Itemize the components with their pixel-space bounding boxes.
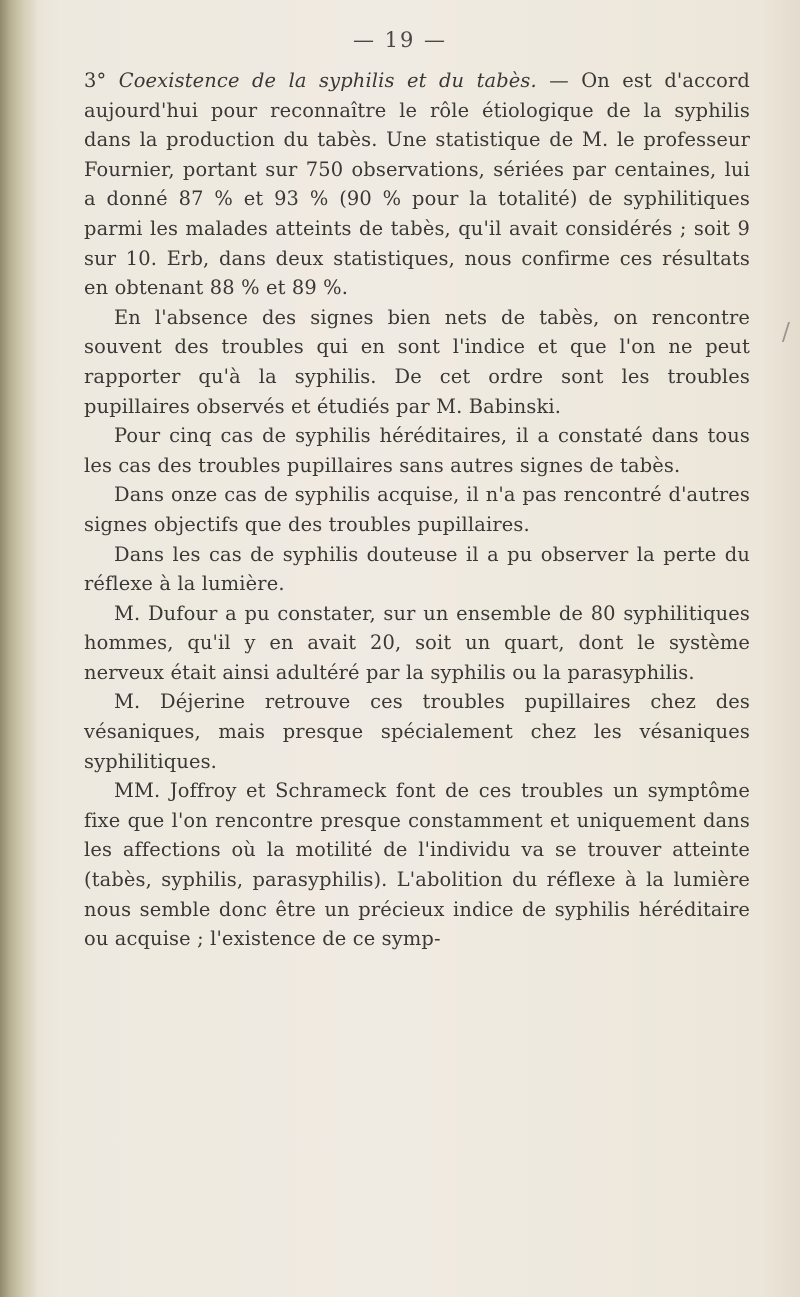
section-number: 3°	[84, 69, 107, 92]
margin-mark: /	[781, 318, 790, 346]
section-dash: —	[549, 69, 569, 92]
page-number: — 19 —	[352, 28, 448, 52]
paragraph-6: M. Dufour a pu constater, sur un ensemble de 80 syphilitiques hommes, qu'il y en avait 20, soit un quart, dont le système nerveux était ainsi adultéré par la syphilis ou la parasyphilis.	[84, 601, 750, 684]
body-text	[84, 66, 750, 954]
paragraph-5: Dans les cas de syphilis douteuse il a pu observer la perte du réflexe à la lumière.	[84, 542, 750, 596]
paragraph-text: On est d'accord aujourd'hui pour reconnaître le rôle étiologique de la syphilis dans la production du tabès. Une statistique de M. le professeur Fournier, portant sur 750 observations, sériées par centaines, lui a donné 87 % et 93 % (90 % pour la totalité) de syphilitiques parmi les malades atteints de tabès, qu'il avait considérés ; soit 9 sur 10. Erb, dans deux statistiques, nous confirme ces résultats en obtenant 88 % et 89 %.	[84, 69, 750, 300]
paragraph-4: Dans onze cas de syphilis acquise, il n'a pas rencontré d'autres signes objectifs que des troubles pupillaires.	[84, 483, 750, 536]
paragraph-7: M. Déjerine retrouve ces troubles pupillaires chez des vésaniques, mais presque spécialement chez les vésaniques syphilitiques.	[84, 690, 750, 773]
paragraph-8: MM. Joffroy et Schrameck font de ces troubles un symptôme fixe que l'on rencontre presque constamment et uniquement dans les affections où la motilité de l'individu va se trouver atteinte (tabès, syphilis, parasyphilis). L'abolition du réflexe à la lumière nous semble donc être un précieux indice de syphilis héréditaire ou acquise ; l'existence de ce symp-	[84, 779, 750, 951]
paragraph-2: En l'absence des signes bien nets de tabès, on rencontre souvent des troubles qui en sont l'indice et que l'on ne peut rapporter qu'à la syphilis. De cet ordre sont les troubles pupillaires observés et étudiés par M. Babinski.	[84, 305, 750, 418]
section-title: Coexistence de la syphilis et du tabès.	[118, 69, 537, 92]
page-binding-shadow	[0, 0, 38, 1297]
paragraph-1	[84, 66, 750, 303]
paragraph-3: Pour cinq cas de syphilis héréditaires, il a constaté dans tous les cas des troubles pupillaires sans autres signes de tabès.	[84, 424, 750, 477]
